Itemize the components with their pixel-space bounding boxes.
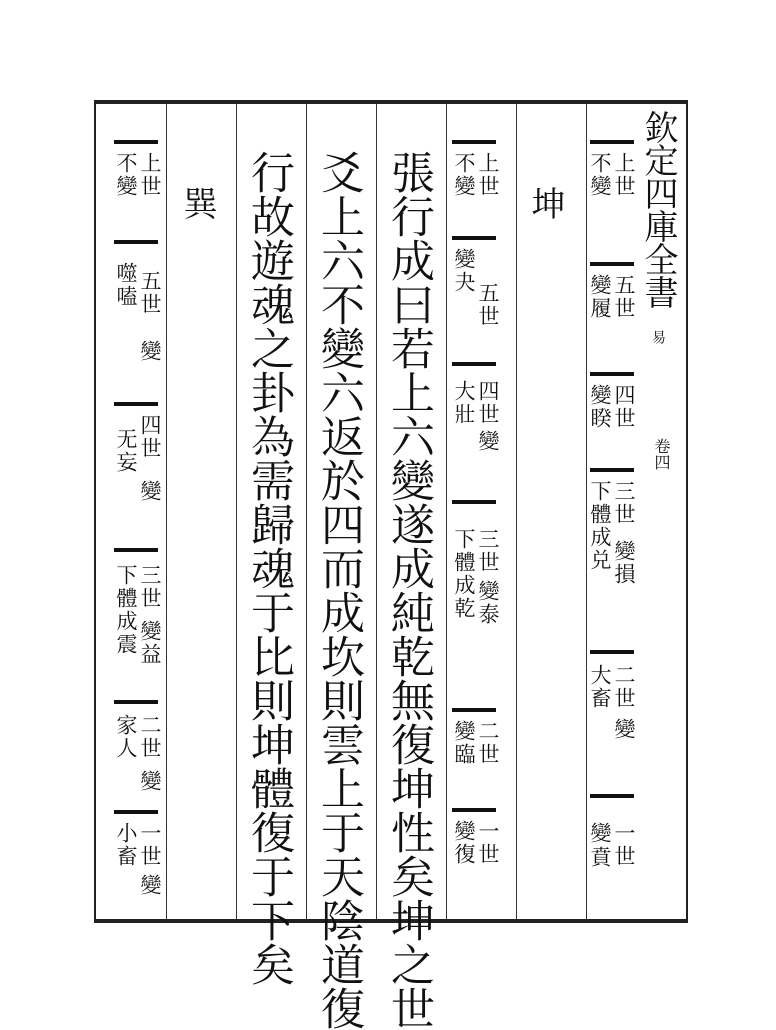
qian-value-0: 不變 xyxy=(588,152,612,198)
kun-value-1: 變夬 xyxy=(452,248,476,294)
kun-head-4: 二世 xyxy=(476,720,500,766)
text-column-2: 爻上六不變六返於四而成坎則雲上于天陰道復 xyxy=(313,150,364,1030)
xun-value-2: 无妄 xyxy=(114,428,138,474)
xun-label: 巽 xyxy=(177,186,217,220)
qian-value-5: 賁 xyxy=(588,846,612,869)
kun-head-5: 一世 xyxy=(476,820,500,866)
xun-extra-1: 變 xyxy=(138,340,162,363)
qian-value-3: 下體成兑 xyxy=(588,480,612,572)
kun-value-0: 不變 xyxy=(452,152,476,198)
xun-head-1: 五世 xyxy=(138,270,162,316)
yin-line-icon xyxy=(114,700,158,704)
column-rule xyxy=(306,104,307,919)
xun-head-4: 二世 xyxy=(138,714,162,760)
xun-head-2: 四世 xyxy=(138,414,162,460)
xun-extra-3: 變益 xyxy=(138,620,162,666)
yang-line-icon xyxy=(590,140,634,144)
column-rule xyxy=(376,104,377,919)
qian-head-5: 一世 xyxy=(612,822,636,868)
xun-head-3: 三世 xyxy=(138,564,162,610)
qian-head-2: 四世 xyxy=(612,384,636,430)
page-mark: 易 xyxy=(650,330,666,344)
yin-line-icon xyxy=(114,810,158,814)
qian-value-4: 大畜 xyxy=(588,664,612,710)
xun-extra-5: 變 xyxy=(138,874,162,897)
qian-head-4: 二世 xyxy=(612,664,636,710)
yang-line-icon xyxy=(590,468,634,472)
kun-head-2: 四世 xyxy=(476,380,500,426)
xun-extra-2: 變 xyxy=(138,480,162,503)
kun-extra-2: 變 xyxy=(476,430,500,453)
column-rule xyxy=(236,104,237,919)
yin-line-icon xyxy=(452,362,496,366)
text-column-1: 張行成曰若上六變遂成純乾無復坤性矣坤之世 xyxy=(383,150,434,1030)
column-rule xyxy=(166,104,167,919)
yin-line-icon xyxy=(452,708,496,712)
yang-line-icon xyxy=(590,794,634,798)
yin-line-icon xyxy=(114,402,158,406)
yin-line-icon xyxy=(452,236,496,240)
qian-head-0: 上世 xyxy=(612,152,636,198)
xun-value-3: 下體成震 xyxy=(114,564,138,656)
xun-head-0: 上世 xyxy=(138,152,162,198)
qian-extra-3: 變損 xyxy=(612,540,636,586)
text-column-3: 行故遊魂之卦為需歸魂于比則坤體復于下矣 xyxy=(243,150,294,986)
xun-head-5: 一世 xyxy=(138,822,162,868)
kun-value-5: 變復 xyxy=(452,820,476,866)
column-rule xyxy=(446,104,447,919)
qian-head-1: 五世 xyxy=(612,274,636,320)
xun-value-1: 噬嗑 xyxy=(114,262,138,308)
kun-value-4: 變臨 xyxy=(452,720,476,766)
kun-extra-3: 變泰 xyxy=(476,580,500,626)
kun-head-3: 三世 xyxy=(476,528,500,574)
yang-line-icon xyxy=(590,372,634,376)
yin-line-icon xyxy=(452,140,496,144)
kun-label: 坤 xyxy=(525,186,565,220)
yin-line-icon xyxy=(114,240,158,244)
qian-value-1: 變履 xyxy=(588,274,612,320)
xun-extra-4: 變 xyxy=(138,770,162,793)
yin-line-icon xyxy=(114,548,158,552)
column-rule xyxy=(586,104,587,919)
qian-value-2: 變睽 xyxy=(588,384,612,430)
xun-value-4: 家人 xyxy=(114,714,138,760)
yin-line-icon xyxy=(452,500,496,504)
yang-line-icon xyxy=(114,140,158,144)
qian-extra-4: 變 xyxy=(612,718,636,741)
book-title: 欽定四庫全書 xyxy=(638,110,678,308)
qian-head-3: 三世 xyxy=(612,480,636,526)
kun-value-3: 下體成乾 xyxy=(452,528,476,620)
xun-value-5: 小畜 xyxy=(114,822,138,868)
kun-head-1: 五世 xyxy=(476,282,500,328)
yang-line-icon xyxy=(590,650,634,654)
yang-line-icon xyxy=(590,262,634,266)
kun-head-0: 上世 xyxy=(476,152,500,198)
kun-value-2: 大壯 xyxy=(452,380,476,426)
xun-value-0: 不變 xyxy=(114,152,138,198)
qian-extra-5: 變 xyxy=(588,822,612,845)
juan-label: 卷四 xyxy=(652,438,671,470)
column-rule xyxy=(516,104,517,919)
yin-line-icon xyxy=(452,808,496,812)
